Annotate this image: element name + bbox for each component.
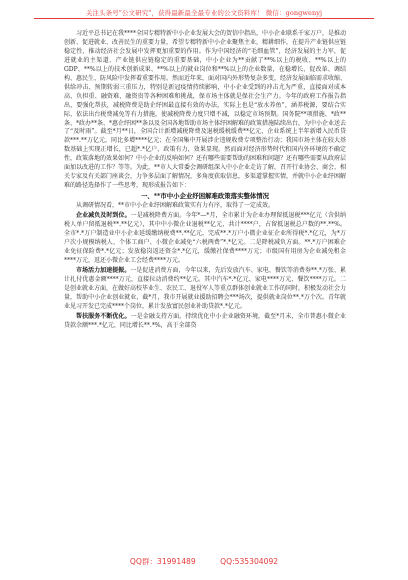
item-paragraph <box>64 267 346 312</box>
header-banner: 关注头条号"公文研究"，获得最新最全最专业的公文资料库！ 微信：gongwenyj <box>34 8 374 19</box>
section-intro-paragraph: 从调研情况看，**市中小企业纾困解难政策实有力有序，取得了一定成效。 <box>76 202 275 210</box>
item-lead: 帮扶服务不断优化。 <box>76 312 131 320</box>
item-text: 一是促进消费方面，今年以来，先后发放汽车、家电、餐饮等消费券**.*万张、累计扎付优惠金额****万元，直接拉动消费约**亿元。其中汽车*.*亿元、家电****万元、餐饮****万元。二是创业就业方面，在做好高校毕业生、农民工、退役军人等重点群体创业就业工作的同时，积极发动社会力量，帮助中小企业创业就业，截*月，我市开展就业援助招聘会***场次，提供就业岗位**.*万个次。青年就业见习开发已完成****个岗位，累计发放富民创业补助贷款*.*亿元。 <box>64 266 347 310</box>
footer-contact <box>0 557 408 567</box>
item-lead: 市场活力加速提振。 <box>76 266 131 274</box>
intro-paragraph: 习近平总书记在我****全国专精特新中小企业发展大会的贺信中指出，中小企业联系千家万户，是推动创新、促进就业、改善民生的重要力量，希望专精特新中小企业聚焦主业，精耕细作，在提升产业链供应链稳定性、推动经济社会发展中发挥更加重要的作用。作为中国经济的“毛细血管”，经济发展的主力军，促进就业的主渠道、产业链供应链稳定的重要基础，中小企业为**贡献了**%以上的税收、**%以上的GDP、**%以上的技术创新成果、**%以上的就业岗位和**%以上的企业数量，在稳增长、促改革、调结构、惠民生、防风险中发挥着重要作用。然而近年来，面对国内外形势复杂多变，经济发展面临需求收缩、供给冲击、预期转弱三重压力，特别是新冠疫情持续影响，中小企业受到的冲击尤为严重，直接面对成本高、负担重、融资难、融资贵等各种困难和挑战，保市场主体就是保社会生产力。今年的政府工作报告指出，要强化帮扶，减税降费是助企纾困最直接有效的办法，实际上也是“放水养鱼”，涵养税源，要结合实际，依法出台税费减免等有力措施，使减税降费力度只增不减，以稳定市场预期。国务院**项措施、*政**条、*政办**条、*惠企纾困**条以及全国各地帮助市场主体纾困解难的政策措施陆续出台，为中小企业送去了“及时雨”。截至*月**日，全国合计新增减税降费及退税缓税缓费**亿元，企业系统上半年新增入民币贷款***.**万亿元，同比多增****亿元；在全国集中开展涉企违规收费专项整治行动；我国市场主体在较大基数基础上实现正增长，已超*.*亿户，政策有力，效果显现。然而面对经济形势时代和国内外环境的不确定性，政策落地的效果如何？中小企业的反响如何？还有哪些需要帮助的困难和问题？还有哪些需要从政府层面加以改进的工作？等等。为此，**市人大常委会调研组深入中小企业走访了解，召开行业协会、商会、相关专家及有关部门座谈会，力争多层面了解情况，多角度获取信息，多渠道掌握实情，并就中小企业纾困解难的路径选择作了一些思考，现形成报告如下： <box>64 30 347 190</box>
footer-qq: QQ:535304092 <box>220 557 279 566</box>
document-body <box>64 30 346 331</box>
section-heading: 一、**市中小企业纾困解难政策落实整体情况 <box>140 192 270 201</box>
item-paragraph <box>64 313 346 331</box>
footer-qq-group: QQ群：31991489 <box>129 557 196 566</box>
item-text: 一是减税降费方面。今年*—*月，全市累计为企业办理留抵退税***亿元（含供纳税人单户留抵退税**.**亿元），其中中小微企业退税**亿元，共计****户，占留抵退税总户数的**.**%。全市*.*万户制造业中小企业延缓缴纳税费**.**亿元，完成**.*万户小微企业征企业所得税*.*亿元，为*万户次小规模纳税人、个体工商户、小微企业减免“六税两费”*.*亿元。二是降税减负方面。**.*万户困难企业免征保险费*.*亿元；发放稳岗返还资金*.*亿元，缓缴社保费****万元；市级国有用房为企业减免租金****万元，返还小微企业工会经费****万元。 <box>64 212 346 264</box>
item-paragraph <box>64 212 346 266</box>
item-text: 一是金融支持方面，持续优化中小企业融资环境，截至*月末，全市普惠小微企业贷款余额***.*亿元，同比增长**.*%，高于全部贷 <box>64 312 346 329</box>
item-lead: 企业减负及时到位。 <box>76 212 131 220</box>
